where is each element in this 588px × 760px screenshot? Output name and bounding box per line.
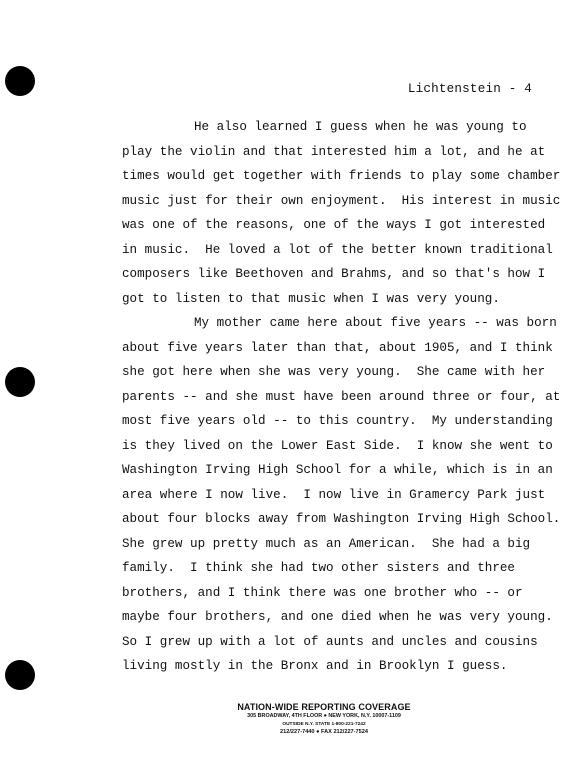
text-line: play the violin and that interested him a lot, and he at [122, 144, 546, 159]
page-header: Lichtenstein - 4 [407, 82, 532, 96]
text-line: He also learned I guess when he was young to [194, 120, 527, 134]
text-line: in music. He loved a lot of the better known traditional [122, 242, 553, 257]
binder-hole-top [5, 66, 35, 96]
text-line: was one of the reasons, one of the ways I got interested [122, 218, 546, 232]
text-line: about four blocks away from Washington Irving High School. [122, 512, 561, 526]
binder-hole-middle [5, 367, 35, 397]
text-line: music just for their own enjoyment. His interest in music [122, 193, 561, 208]
text-line: My mother came here about five years -- was born [194, 316, 557, 330]
footer-outside-phone: OUTSIDE N.Y. STATE 1-800-221-7242 [282, 721, 366, 727]
footer-address: 305 BROADWAY, 4TH FLOOR ● NEW YORK, N.Y. 10007-1109 [247, 713, 401, 719]
text-line: She grew up pretty much as an American. She had a big [122, 536, 531, 551]
binder-hole-bottom [5, 660, 35, 690]
text-line: times would get together with friends to play some chamber [122, 169, 561, 183]
text-line: got to listen to that music when I was very young. [122, 291, 500, 306]
page-footer [224, 702, 424, 736]
text-line: most five years old -- to this country. My understanding [122, 414, 553, 428]
text-line: family. I think she had two other sisters and three [122, 561, 515, 575]
text-line: is they lived on the Lower East Side. I know she went to [122, 438, 553, 453]
text-line: So I grew up with a lot of aunts and uncles and cousins [122, 634, 538, 649]
text-line: parents -- and she must have been around three or four, at [122, 389, 561, 404]
text-line: about five years later than that, about 1905, and I think [122, 340, 553, 355]
footer-phones: 212/227-7440 ● FAX 212/227-7524 [280, 728, 368, 735]
text-line: she got here when she was very young. She came with her [122, 365, 546, 379]
text-line: brothers, and I think there was one brother who -- or [122, 585, 523, 600]
transcript-body [122, 115, 561, 679]
text-line: area where I now live. I now live in Gramercy Park just [122, 487, 546, 502]
text-line: living mostly in the Bronx and in Brooklyn I guess. [122, 659, 508, 673]
text-line: composers like Beethoven and Brahms, and so that's how I [122, 267, 546, 281]
text-line: maybe four brothers, and one died when he was very young. [122, 610, 553, 624]
text-line: Washington Irving High School for a while, which is in an [122, 463, 553, 477]
footer-company-name: NATION-WIDE REPORTING COVERAGE [237, 702, 411, 712]
